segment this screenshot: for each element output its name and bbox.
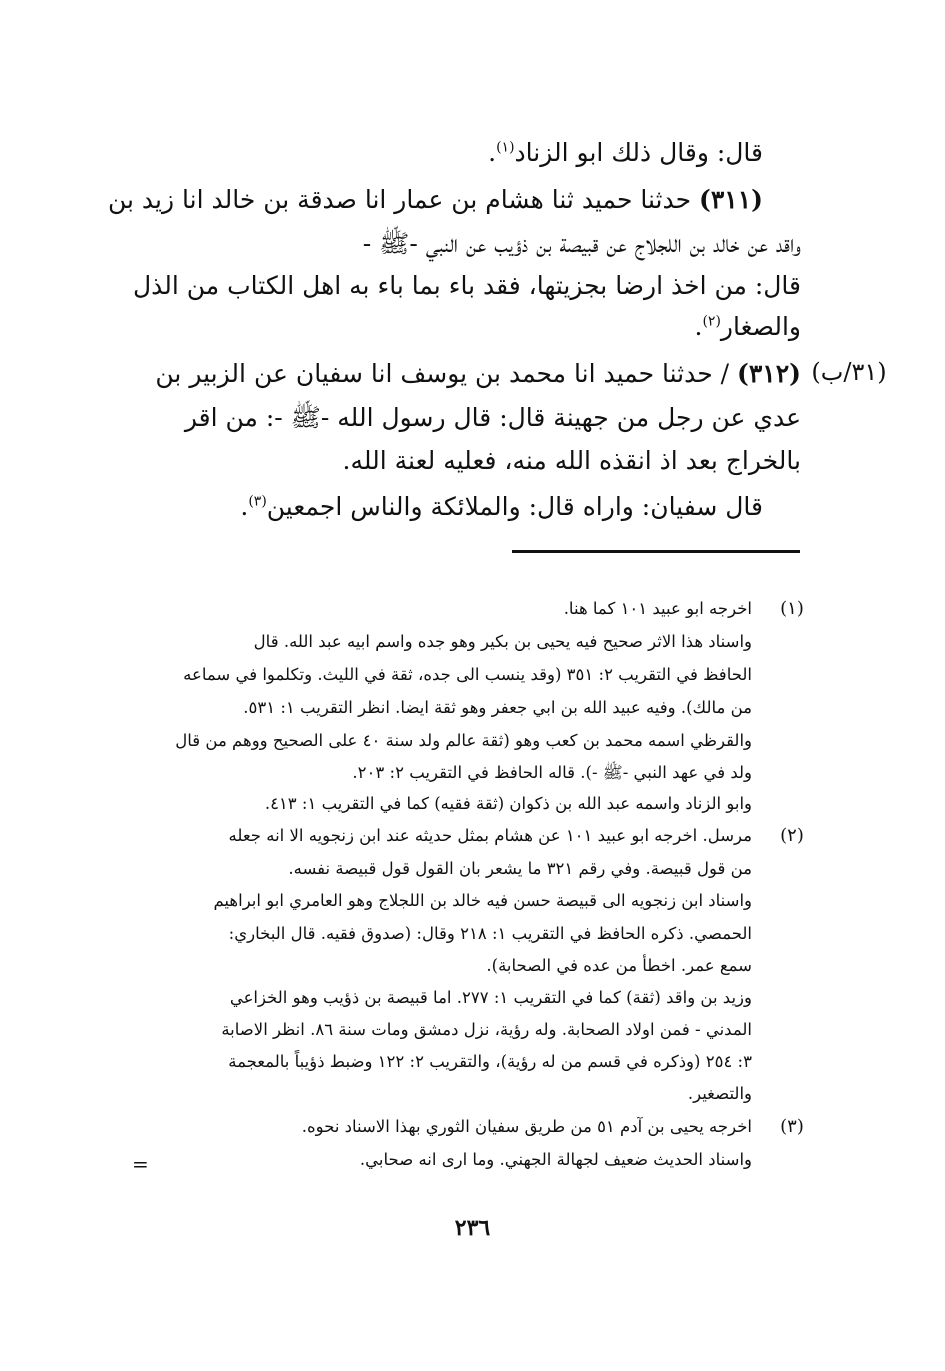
text-line-8: بالخراج بعد اذ انقذه الله منه، فعليه لعنة الله. (342, 446, 801, 475)
footnote-2-line: المدني - فمن اولاد الصحابة. وله رؤية، نزل دمشق ومات سنة ٨٦. انظر الاصابة (221, 1020, 752, 1039)
footnote-2-line: سمع عمر. اخطأ من عده في الصحابة). (486, 956, 752, 975)
text-line-7: عدي عن رجل من جهينة قال: قال رسول الله -ﷺ -: من اقر (184, 403, 801, 432)
footnote-1-line: الحافظ في التقريب ٢: ٣٥١ (وقد ينسب الى جده، ثقة في الليث. وتكلموا في سماعه (183, 665, 752, 684)
hadith-number-312: (٣١٢) (737, 359, 801, 388)
text-line-3: واقد عن خالد بن اللجلاج عن قبيصة بن ذؤيب عن النبي -ﷺ - (362, 229, 801, 258)
footnote-2-line: واسناد ابن زنجويه الى قبيصة حسن فيه خالد بن اللجلاج وهو العامري ابو ابراهيم (213, 891, 752, 910)
text-line-4: قال: من اخذ ارضا بجزيتها، فقد باء بما باء به اهل الكتاب من الذل (132, 271, 801, 300)
footnote-3-line: اخرجه يحيى بن آدم ٥١ من طريق سفيان الثوري بهذا الاسناد نحوه. (301, 1117, 752, 1136)
footnote-1-line: والقرظي اسمه محمد بن كعب وهو (ثقة عالم ولد سنة ٤٠ على الصحيح ووهم من قال (175, 731, 752, 750)
text-line-1-body: قال: وقال ذلك ابو الزناد (514, 138, 763, 167)
footnote-3-line: واسناد الحديث ضعيف لجهالة الجهني. وما ارى انه صحابي. (359, 1150, 752, 1169)
footnote-number-2: (٢) (780, 825, 804, 846)
text-line-2-body: حدثنا حميد ثنا هشام بن عمار انا صدقة بن خالد انا زيد بن (107, 185, 692, 214)
footnote-2-line: الحمصي. ذكره الحافظ في التقريب ١: ٢١٨ وقال: (صدوق فقيه. قال البخاري: (228, 924, 752, 943)
text-line-9: قال سفيان: واراه قال: والملائكة والناس اجمعين$^{(٣)}$. (240, 492, 763, 521)
footnote-separator (512, 550, 800, 553)
footnote-1-line: اخرجه ابو عبيد ١٠١ كما هنا. (563, 599, 752, 618)
footnote-number-3: (٣) (780, 1116, 804, 1137)
page-number: ٢٣٦ (454, 1215, 491, 1241)
footnote-1-line: واسناد هذا الاثر صحيح فيه يحيى بن بكير وهو جده واسم ابيه عبد الله. قال (253, 632, 752, 651)
text-line-6: (٣١٢) / حدثنا حميد انا محمد بن يوسف انا سفيان عن الزبير بن (155, 359, 801, 388)
footnote-2-line: والتصغير. (687, 1084, 752, 1103)
footnote-1-line: وابو الزناد واسمه عبد الله بن ذكوان (ثقة فقيه) كما في التقريب ١: ٤١٣. (264, 794, 752, 813)
continuation-mark: = (132, 1152, 149, 1176)
footnote-ref-1[interactable]: (١) (496, 139, 515, 156)
text-line-2 (108, 180, 763, 220)
text-line-5: والصغار$^{(٢)}$. (694, 312, 801, 341)
footnote-2-line: من قول قبيصة. وفي رقم ٣٢١ ما يشعر بان القول قول قبيصة نفسه. (288, 859, 752, 878)
footnote-1-line: ولد في عهد النبي -ﷺ -). قاله الحافظ في التقريب ٢: ٢٠٣. (352, 763, 752, 782)
footnote-2-line: مرسل. اخرجه ابو عبيد ١٠١ عن هشام بمثل حديثه عند ابن زنجويه الا انه جعله (228, 826, 752, 845)
footnote-1-line: من مالك). وفيه عبيد الله بن ابي جعفر وهو ثقة ايضا. انظر التقريب ١: ٥٣١. (243, 698, 752, 717)
footnote-2-line: ٣: ٢٥٤ (وذكره في قسم من له رؤية)، والتقريب ٢: ١٢٢ وضبط ذؤيباً بالمعجمة (228, 1052, 752, 1071)
footnote-2-line: وزيد بن واقد (ثقة) كما في التقريب ١: ٢٧٧. اما قبيصة بن ذؤيب وهو الخزاعي (229, 988, 752, 1007)
footnote-ref-3[interactable]: (٣) (248, 493, 267, 510)
manuscript-folio-ref: (٣١/ب) (811, 358, 887, 386)
hadith-number-311: (٣١١) (699, 185, 763, 214)
footnote-ref-2[interactable]: (٢) (702, 313, 721, 330)
text-line-1: قال: وقال ذلك ابو الزناد$^{(١)}$. (488, 138, 763, 167)
footnote-number-1: (١) (780, 598, 804, 619)
